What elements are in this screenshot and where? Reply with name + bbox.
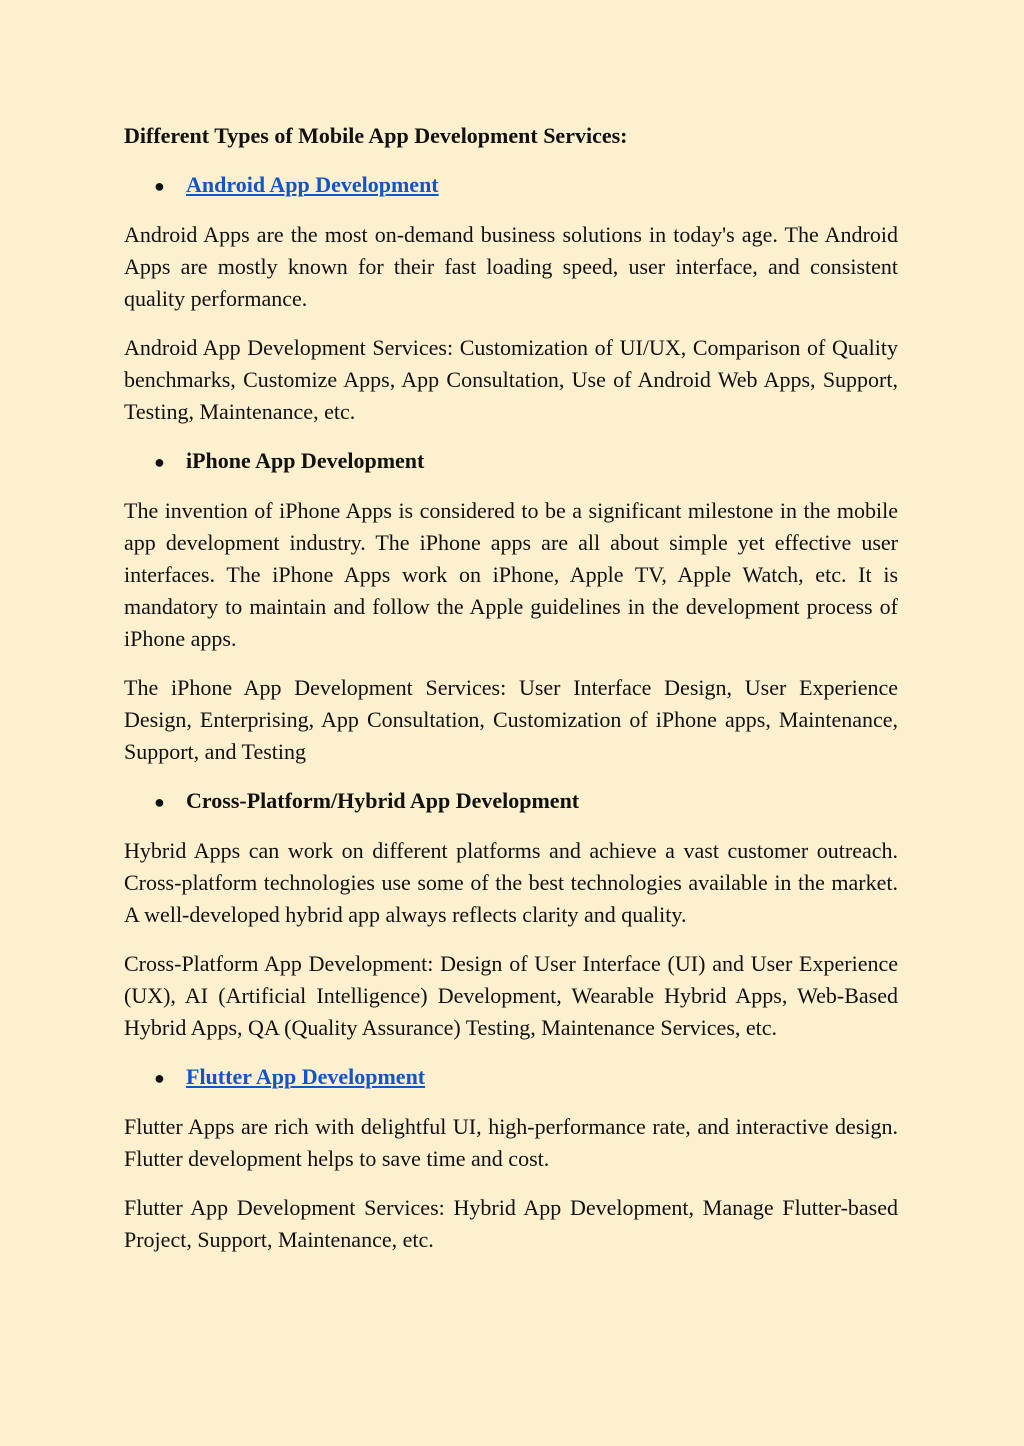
flutter-app-development-link[interactable]: Flutter App Development (186, 1064, 426, 1089)
document-body (124, 120, 898, 1273)
flutter-intro-paragraph: Flutter Apps are rich with delightful UI, high-performance rate, and interactive design. Flutter development helps to save time and cost. (124, 1114, 898, 1171)
cross-platform-app-development-heading: Cross-Platform/Hybrid App Development (186, 788, 580, 813)
bullet-icon: ● (154, 1068, 165, 1088)
android-services-paragraph: Android App Development Services: Customization of UI/UX, Comparison of Quality benchmarks, Customize Apps, App Consultation, Use of Android Web Apps, Support, Testing, Maintenance, etc. (124, 335, 898, 424)
iphone-services-paragraph: The iPhone App Development Services: User Interface Design, User Experience Design, Enterprising, App Consultation, Customization of iPhone apps, Maintenance, Support, and Testing (124, 675, 898, 764)
bullet-icon: ● (154, 792, 165, 812)
bullet-icon: ● (154, 176, 165, 196)
section-heading-flutter (124, 1061, 898, 1094)
page-title: Different Types of Mobile App Development Services: (124, 123, 628, 148)
flutter-services-paragraph: Flutter App Development Services: Hybrid App Development, Manage Flutter-based Project, Support, Maintenance, etc. (124, 1195, 898, 1252)
cross-platform-services-paragraph: Cross-Platform App Development: Design of User Interface (UI) and User Experience (UX), AI (Artificial Intelligence) Development, Wearable Hybrid Apps, Web-Based Hybrid Apps, QA (Quality Assurance) Testing, Maintenance Services, etc. (124, 951, 898, 1040)
android-intro-paragraph: Android Apps are the most on-demand business solutions in today's age. The Android Apps are mostly known for their fast loading speed, user interface, and consistent quality performance. (124, 222, 898, 311)
bullet-icon: ● (154, 452, 165, 472)
iphone-intro-paragraph: The invention of iPhone Apps is considered to be a significant milestone in the mobile app development industry. The iPhone apps are all about simple yet effective user interfaces. The iPhone Apps work on iPhone, Apple TV, Apple Watch, etc. It is mandatory to maintain and follow the Apple guidelines in the development process of iPhone apps. (124, 498, 898, 651)
section-heading-iphone (124, 445, 898, 478)
cross-platform-intro-paragraph: Hybrid Apps can work on different platforms and achieve a vast customer outreach. Cross-platform technologies use some of the best technologies available in the market. A well-developed hybrid app always reflects clarity and quality. (124, 838, 898, 927)
android-app-development-link[interactable]: Android App Development (186, 172, 439, 197)
iphone-app-development-heading: iPhone App Development (186, 448, 425, 473)
section-heading-cross-platform (124, 785, 898, 818)
section-heading-android (124, 169, 898, 202)
